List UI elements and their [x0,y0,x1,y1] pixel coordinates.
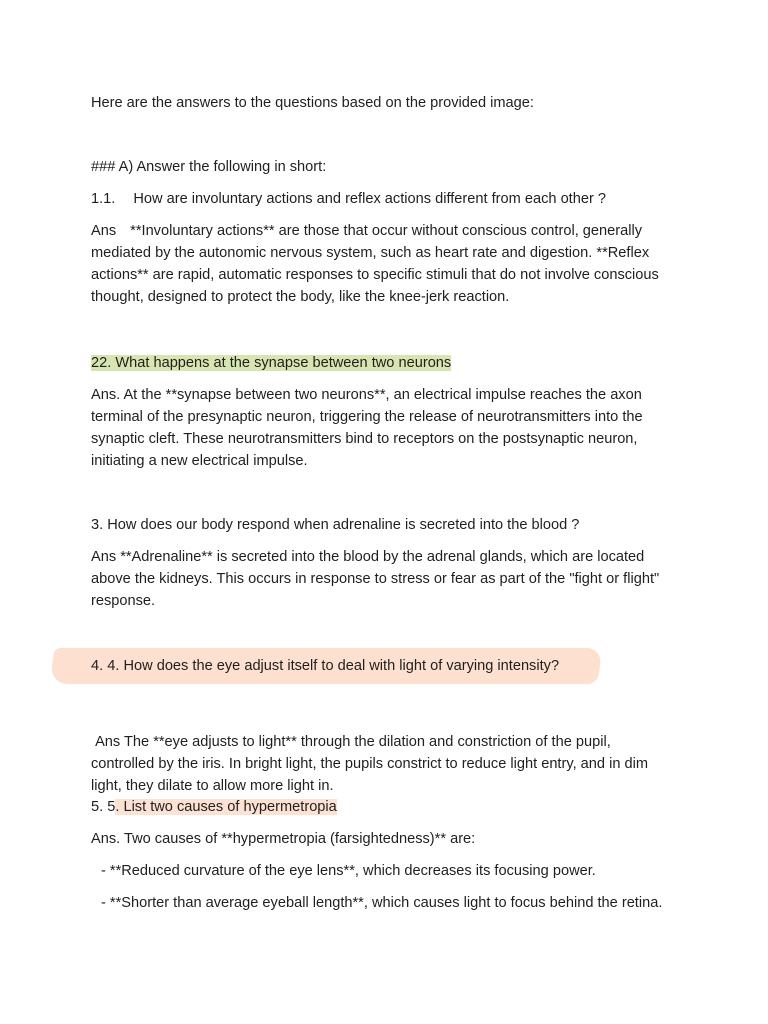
answer-4-text: Ans The **eye adjusts to light** through the dilation and constriction of the pupil, controlled by the iris. In bright light, the pupils constrict to reduce light entry, and in dim light, they dilate to allow more light in. [91,734,653,794]
question-4: 4. 4. How does the eye adjust itself to deal with light of varying intensity? [91,658,560,674]
answer-3 [91,546,676,612]
answer-1 [91,220,676,308]
question-2 [91,352,451,374]
question-1 [91,188,606,210]
question-5-text: . List two causes of hypermetropia [115,799,337,815]
question-2-text: 22. What happens at the synapse between two neurons [91,355,452,371]
list-item: - **Reduced curvature of the eye lens**, which decreases its focusing power. [101,863,596,879]
answer-5: Ans. Two causes of **hypermetropia (farsightedness)** are: [91,831,476,847]
answer-2 [91,384,676,472]
list-item: - **Shorter than average eyeball length**, which causes light to focus behind the retina. [101,895,663,911]
question-1-number: 1.1. [91,191,116,207]
question-5 [91,796,337,818]
answer-1-text: **Involuntary actions** are those that occur without conscious control, generally mediated by the autonomic nervous system, such as heart rate and digestion. **Reflex actions** are rapid, automatic responses to specific stimuli that do not involve conscious thought, designed to protect the body, like the knee-jerk reaction. [91,223,659,305]
answer-3-text: Ans **Adrenaline** is secreted into the blood by the adrenal glands, which are located above the kidneys. This occurs in response to stress or fear as part of the "fight or flight" response. [91,549,660,609]
question-5-number: 5. 5 [91,799,116,815]
intro-text: Here are the answers to the questions based on the provided image: [91,95,534,111]
answer-1-prefix: Ans [91,223,117,239]
question-1-text: How are involuntary actions and reflex actions different from each other ? [133,191,607,207]
answer-2-text: Ans. At the **synapse between two neurons**, an electrical impulse reaches the axon terminal of the presynaptic neuron, triggering the release of neurotransmitters into the synaptic cleft. These neurotransmitters bind to receptors on the postsynaptic neuron, initiating a new electrical impulse. [91,387,643,469]
question-3: 3. How does our body respond when adrenaline is secreted into the blood ? [91,517,580,533]
section-heading: ### A) Answer the following in short: [91,159,327,175]
